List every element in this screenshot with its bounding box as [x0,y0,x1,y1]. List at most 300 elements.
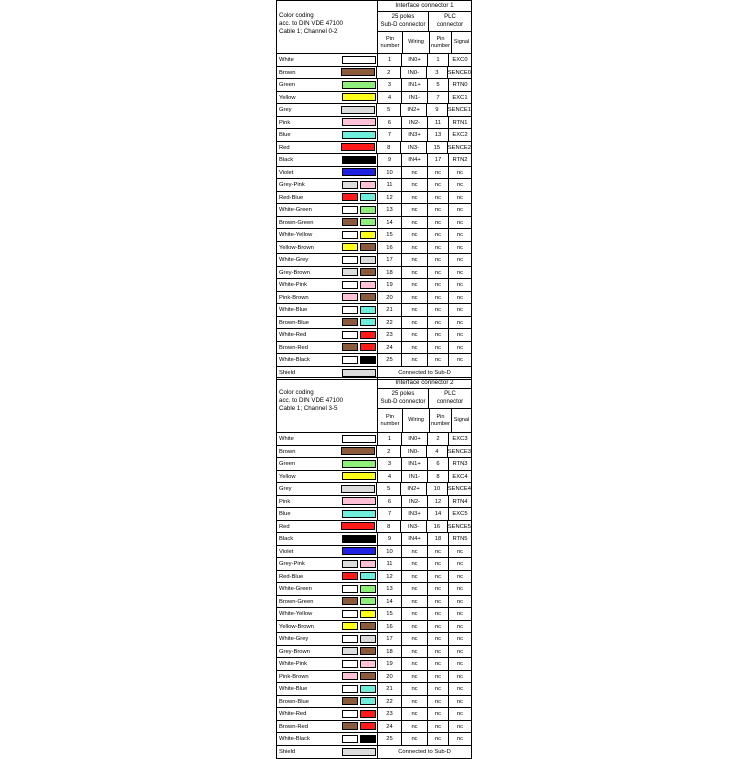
plc-pin-number: nc [428,179,449,191]
wire-color-name: Pink-Brown [279,294,309,301]
sub-d-pin-number: 2 [377,446,401,458]
plc-pin-number-header-line: Pin [436,413,445,420]
plc-pin-number: nc [428,608,449,620]
plc-pin-number: 9 [427,104,448,116]
connector-groups [378,12,471,32]
sub-d-pin-number: 20 [378,671,402,683]
wire-row [277,317,471,330]
wire-row [277,292,471,305]
wire-color-name: Black [279,157,294,163]
wiring-value: nc [402,583,428,595]
wiring-value: IN3- [401,142,427,154]
wire-row [277,596,471,609]
wire-color-swatches [340,658,378,670]
color-swatch [342,622,358,630]
wire-color-swatches [340,596,378,608]
wire-color-swatches [340,267,378,279]
signal-value: nc [456,548,464,555]
pin-number-header-line: Pin [385,413,395,420]
wire-row [277,683,471,696]
signal-value: nc [456,294,464,301]
wire-color-name: White-Blue [279,686,308,692]
wire-color-name: Yellow [279,473,296,480]
color-swatch [360,318,376,326]
wire-color-name: White-Black [279,736,310,742]
color-swatch [360,231,376,239]
sub-d-pin-number: 4 [378,471,402,483]
plc-pin-number: nc [428,683,449,695]
color-swatch [360,622,376,630]
sub-d-connector-line: 25 poles [391,14,415,20]
wire-row [277,708,471,721]
signal-value: nc [456,673,464,680]
wiring-value: nc [402,317,428,329]
sub-d-pin-number: 7 [378,129,402,141]
plc-connector-line: connector [436,22,464,28]
plc-pin-number: nc [428,204,449,216]
wiring-value: nc [402,329,428,341]
wiring-value: IN1+ [402,79,428,91]
sub-d-pin-number: 5 [377,104,401,116]
color-swatch [342,572,358,580]
color-swatch [360,722,376,730]
wire-color-swatches [340,533,378,545]
plc-pin-number-header-line: Pin [436,35,445,42]
wire-color-swatches [340,733,378,745]
plc-pin-number: 17 [428,154,449,166]
wire-row [277,142,471,155]
wire-row [277,354,471,367]
plc-pin-number: nc [428,317,449,329]
sub-d-pin-number: 17 [378,633,402,645]
color-swatch [360,610,376,618]
sub-d-pin-number: 17 [378,254,402,266]
color-swatch [360,660,376,668]
wiring-value: nc [402,708,428,720]
sub-d-pin-number: 12 [378,571,402,583]
wire-row [277,558,471,571]
wire-color-swatches [340,279,378,291]
plc-pin-number: nc [428,558,449,570]
wiring-value: nc [402,608,428,620]
wire-row [277,92,471,105]
pin-number-header [378,32,403,53]
wiring-value: nc [402,217,428,229]
wire-row [277,167,471,180]
plc-pin-number: 7 [428,92,449,104]
sub-d-pin-number: 14 [378,596,402,608]
interface-connector-title: Interface connector 2 [378,378,471,389]
plc-pin-number: nc [428,571,449,583]
wire-color-swatches [340,67,378,79]
signal-value: RTN2 [452,157,468,163]
sub-d-pin-number: 8 [377,142,401,154]
color-swatch [342,647,358,655]
wire-color-name: Pink [279,498,291,505]
color-swatch [360,647,376,655]
plc-pin-number: nc [428,354,449,366]
wire-color-swatches [340,204,378,216]
plc-pin-number: 4 [427,446,448,458]
wiring-value: IN0+ [402,54,428,66]
wiring-value: nc [402,279,428,291]
wiring-value: nc [402,546,428,558]
wire-color-name: White-Pink [279,661,308,667]
wire-row [277,79,471,92]
sub-d-pin-number: 3 [378,458,402,470]
sub-d-pin-number: 9 [378,533,402,545]
wire-color-swatches [340,571,378,583]
color-swatch [342,181,358,189]
plc-pin-number: 5 [428,79,449,91]
color-swatch [342,306,358,314]
color-swatch [341,447,375,455]
signal-value: nc [456,219,464,226]
wiring-value: nc [402,167,428,179]
wiring-value: IN1- [402,471,428,483]
wire-color-name: Brown [279,69,296,76]
signal-value: nc [456,711,464,717]
wiring-value: nc [402,633,428,645]
wire-color-swatches [340,646,378,658]
color-swatch [342,256,358,264]
signal-value: nc [456,269,464,276]
color-swatch [360,560,376,568]
color-coding-table-2 [276,377,472,759]
wiring-value: nc [402,721,428,733]
wire-color-swatches [340,342,378,354]
wire-row [277,521,471,534]
plc-pin-number: nc [428,708,449,720]
pin-number-header-line: number [380,420,400,427]
color-swatch [360,672,376,680]
signal-value: nc [456,611,464,617]
wire-row [277,721,471,734]
plc-pin-number: nc [428,646,449,658]
wire-row [277,154,471,167]
plc-pin-number: nc [428,733,449,745]
wire-row [277,117,471,130]
color-swatch [342,672,358,680]
wire-color-name: Red [279,523,290,530]
sub-d-pin-number: 25 [378,354,402,366]
sub-d-pin-number: 18 [378,646,402,658]
sub-d-pin-number: 12 [378,192,402,204]
wire-color-name: White-Red [279,332,307,338]
wire-color-name: Brown-Blue [279,319,309,326]
color-swatch [341,106,375,114]
plc-connector-line: PLC [444,14,456,20]
wire-color-name: White [279,436,294,442]
wire-color-swatches [340,154,378,166]
wire-color-swatches [340,192,378,204]
color-swatch [342,460,376,468]
sub-d-pin-number: 11 [378,558,402,570]
wire-color-swatches [340,521,378,533]
wire-color-swatches [340,179,378,191]
color-swatch [342,560,358,568]
signal-value: nc [456,636,464,642]
plc-pin-number: nc [428,254,449,266]
sub-d-pin-number: 13 [378,204,402,216]
plc-pin-number: 11 [428,117,449,129]
sub-d-pin-number: 5 [377,483,401,495]
wire-color-swatches [340,304,378,316]
color-swatch [342,318,358,326]
wire-color-swatches [340,558,378,570]
color-swatch [360,597,376,605]
color-swatch [342,356,358,364]
color-swatch [342,472,376,480]
signal-value: RTN5 [452,536,468,542]
wire-color-name: White [279,57,294,63]
color-swatch [342,268,358,276]
column-headers [378,409,471,432]
color-swatch [360,193,376,201]
signal-value: nc [456,307,464,313]
color-swatch [341,485,375,493]
wire-color-swatches [340,117,378,129]
signal-value: EXC0 [452,57,468,63]
plc-pin-number: 8 [428,471,449,483]
wire-color-swatches [340,508,378,520]
color-swatch [360,710,376,718]
plc-pin-number: nc [428,633,449,645]
wiring-value: nc [402,354,428,366]
plc-pin-number: nc [428,329,449,341]
wire-row [277,446,471,459]
signal-value: EXC2 [452,132,468,138]
wire-color-swatches [340,229,378,241]
interface-connector-title: Interface connector 1 [378,1,471,12]
sub-d-pin-number: 21 [378,304,402,316]
wire-row [277,621,471,634]
plc-pin-number: 15 [427,142,448,154]
wire-row [277,583,471,596]
shield-connection-text: Connected to Sub-D [398,369,451,376]
wire-row [277,546,471,559]
plc-pin-number: nc [428,583,449,595]
wire-color-name: Brown-Red [279,723,308,730]
wire-color-swatches [340,708,378,720]
sub-d-pin-number: 6 [378,117,402,129]
wiring-value: IN2+ [401,483,427,495]
wire-row [277,204,471,217]
wire-row [277,267,471,280]
wiring-value: IN2- [402,496,428,508]
color-swatch [360,206,376,214]
wiring-value: IN2+ [401,104,427,116]
color-swatch [342,231,358,239]
wire-color-swatches [340,458,378,470]
color-swatch [342,697,358,705]
wiring-value: nc [402,292,428,304]
wiring-value: nc [402,683,428,695]
wire-color-swatches [340,633,378,645]
wiring-value: nc [402,571,428,583]
color-swatch [342,635,358,643]
wire-color-swatches [340,354,378,366]
wire-row [277,696,471,709]
wiring-value: nc [402,304,428,316]
wire-color-swatches [340,167,378,179]
plc-pin-number: 18 [428,533,449,545]
color-swatch [360,685,376,693]
wire-color-name: Grey-Brown [279,648,310,655]
sub-d-pin-number: 2 [377,67,401,79]
sub-d-pin-number: 25 [378,733,402,745]
color-swatch [342,585,358,593]
color-swatch [360,243,376,251]
signal-value: SENCE0 [447,69,471,76]
wire-color-name: Yellow-Brown [279,244,314,251]
wire-color-swatches [340,142,378,154]
color-coding-label-line: Color coding [279,389,314,396]
sub-d-connector-line: 25 poles [391,391,415,397]
color-swatch [342,343,358,351]
wire-row [277,129,471,142]
wire-row [277,342,471,355]
sub-d-pin-number: 15 [378,229,402,241]
sub-d-pin-number: 16 [378,242,402,254]
signal-header: Signal [453,39,470,45]
wiring-value: IN3+ [402,129,428,141]
color-coding-table-1 [276,0,472,380]
wire-row [277,458,471,471]
wiring-value: nc [402,733,428,745]
wire-color-swatches [340,471,378,483]
color-swatch [342,435,376,443]
wire-color-name: Brown-Green [279,598,314,605]
signal-value: SENCE3 [447,448,471,455]
wire-color-swatches [340,621,378,633]
plc-pin-number-header [430,409,452,432]
color-swatch [342,331,358,339]
color-swatch [360,306,376,314]
wire-row [277,242,471,255]
color-swatch [342,293,358,301]
signal-value: nc [456,598,464,605]
wiring-value: nc [402,179,428,191]
wiring-value: nc [402,658,428,670]
color-coding-label-line: acc. to DIN VDE 47100 [279,397,343,404]
color-swatch [360,585,376,593]
wire-color-name: White-Grey [279,257,309,263]
sub-d-pin-number: 7 [378,508,402,520]
color-swatch [360,331,376,339]
signal-value: SENCE2 [447,144,471,151]
sub-d-pin-number: 18 [378,267,402,279]
color-swatch [360,256,376,264]
signal-value: nc [456,257,464,263]
wire-color-name: White-Blue [279,307,308,313]
wire-row [277,646,471,659]
color-swatch [360,356,376,364]
color-swatch [342,369,376,377]
sub-d-pin-number: 20 [378,292,402,304]
color-swatch [342,535,376,543]
color-swatch [342,118,376,126]
color-coding-label [277,1,378,53]
wire-row [277,192,471,205]
wire-color-swatches [340,104,378,116]
color-swatch [342,281,358,289]
plc-pin-number: nc [428,229,449,241]
wire-color-swatches [340,721,378,733]
wire-color-name: Grey-Brown [279,269,310,276]
color-swatch [342,710,358,718]
wire-color-name: Red [279,144,290,151]
wire-row [277,508,471,521]
wire-color-name: Red-Blue [279,573,304,580]
plc-pin-number-header [430,32,452,53]
sub-d-pin-number: 23 [378,708,402,720]
wire-color-swatches [340,79,378,91]
plc-pin-number: 12 [428,496,449,508]
signal-value: nc [456,561,464,567]
shield-color-swatch [340,746,378,759]
plc-connector-line: PLC [444,391,456,397]
pin-number-header [378,409,403,432]
sub-d-pin-number: 23 [378,329,402,341]
wire-color-name: White-Yellow [279,611,313,617]
wire-row [277,658,471,671]
signal-value: EXC5 [452,511,468,517]
wire-color-name: White-Red [279,711,307,717]
wire-color-swatches [340,608,378,620]
sub-d-pin-number: 15 [378,608,402,620]
color-coding-label-line: Cable 1; Channel 3-5 [279,405,338,412]
color-swatch [360,281,376,289]
sub-d-connector-line: Sub-D connector [380,399,426,405]
plc-pin-number-header-line: number [431,420,450,427]
wiring-header: Wiring [403,32,430,53]
color-swatch [342,610,358,618]
signal-value: SENCE4 [447,486,471,492]
wiring-value: nc [402,646,428,658]
signal-header: Signal [453,417,470,423]
wiring-value: IN4+ [402,154,428,166]
plc-pin-number: 10 [427,483,448,495]
wiring-value: IN3- [401,521,427,533]
signal-value: nc [456,686,464,692]
wiring-value: IN1- [402,92,428,104]
plc-pin-number: 2 [428,433,449,445]
sub-d-pin-number: 19 [378,279,402,291]
wire-color-name: Red-Blue [279,194,304,201]
sub-d-pin-number: 21 [378,683,402,695]
wire-color-swatches [340,546,378,558]
wire-row [277,304,471,317]
wire-color-name: White-Yellow [279,232,313,238]
signal-value: nc [456,207,464,213]
wire-row [277,483,471,496]
signal-value: RTN3 [452,461,468,467]
color-swatch [341,143,375,151]
sub-d-pin-number: 19 [378,658,402,670]
plc-pin-number: nc [428,721,449,733]
wire-color-swatches [340,254,378,266]
signal-value: nc [456,357,464,363]
color-swatch [360,181,376,189]
color-coding-label-line: acc. to DIN VDE 47100 [279,20,343,27]
wire-color-swatches [340,671,378,683]
wiring-value: IN3+ [402,508,428,520]
color-swatch [342,243,358,251]
wire-color-name: Brown-Green [279,219,314,226]
wire-color-swatches [340,496,378,508]
wiring-value: nc [402,242,428,254]
